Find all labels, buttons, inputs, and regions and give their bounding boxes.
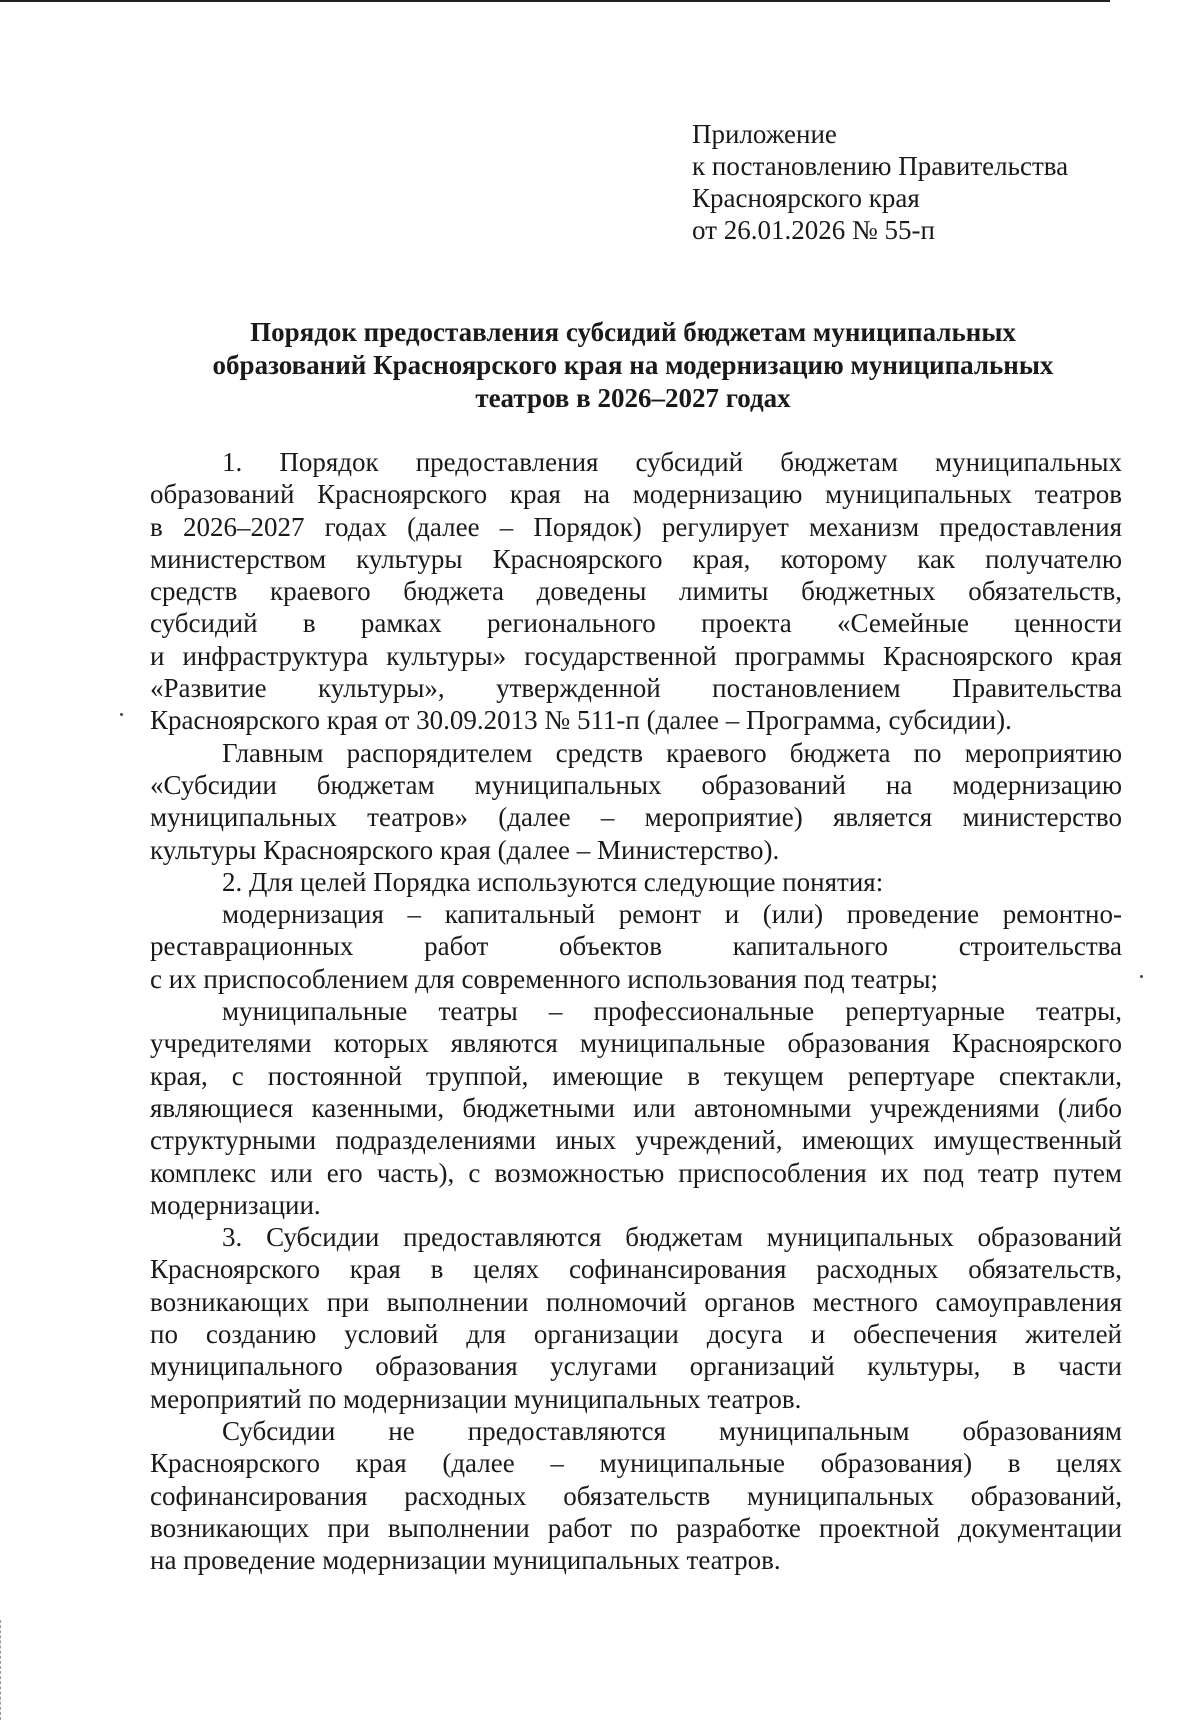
paragraph-line: муниципальных театров» (далее – мероприятие) является министерство	[150, 802, 1122, 833]
paragraph-line: 3. Субсидии предоставляются бюджетам муниципальных образований	[222, 1222, 1122, 1253]
document-body	[150, 446, 1122, 1576]
paragraph-line: модернизации.	[150, 1189, 321, 1220]
paragraph-line: модернизация – капитальный ремонт и (или) проведение ремонтно-	[222, 899, 1122, 930]
appendix-line: Приложение	[692, 119, 837, 149]
paragraph-line: с их приспособлением для современного использования под театры;	[150, 963, 938, 994]
paragraph-line: культуры Красноярского края (далее – Министерство).	[150, 834, 780, 865]
paragraph-line: Субсидии не предоставляются муниципальным образованиям	[222, 1415, 1122, 1446]
paragraph-line: муниципальные театры – профессиональные репертуарные театры,	[222, 996, 1122, 1027]
appendix-line: к постановлению Правительства	[692, 151, 1069, 181]
paragraph-line: Главным распорядителем средств краевого бюджета по мероприятию	[222, 737, 1122, 768]
paragraph	[150, 446, 1122, 737]
paragraph-line: края, с постоянной труппой, имеющие в текущем репертуаре спектакли,	[150, 1060, 1122, 1091]
paragraph-line: 1. Порядок предоставления субсидий бюджетам муниципальных	[222, 447, 1122, 477]
paragraph-line: комплекс или его часть), с возможностью приспособления их под театр путем	[150, 1157, 1122, 1188]
paragraph-line: возникающих при выполнении работ по разработке проектной документации	[150, 1512, 1122, 1543]
paragraph-line: Красноярского края в целях софинансирования расходных обязательств,	[150, 1254, 1122, 1285]
scan-edge-marks	[0, 1620, 3, 1720]
paragraph	[150, 737, 1122, 866]
appendix-block	[692, 118, 1068, 246]
paragraph-line: мероприятий по модернизации муниципальных театров.	[150, 1383, 802, 1414]
paragraph	[150, 995, 1122, 1221]
title-line: образований Красноярского края на модернизацию муниципальных	[212, 350, 1054, 380]
document-title	[150, 316, 1116, 415]
paragraph-line: средств краевого бюджета доведены лимиты бюджетных обязательств,	[150, 576, 1122, 607]
paragraph-line: «Субсидии бюджетам муниципальных образований на модернизацию	[150, 769, 1122, 800]
paragraph-line: Красноярского края от 30.09.2013 № 511-п (далее – Программа, субсидии).	[150, 705, 1012, 736]
appendix-line: Красноярского края	[692, 183, 920, 213]
paragraph-line: на проведение модернизации муниципальных театров.	[150, 1545, 781, 1576]
scan-speck	[120, 713, 123, 716]
paragraph-line: министерством культуры Красноярского края, которому как получателю	[150, 543, 1122, 574]
paragraph-line: и инфраструктура культуры» государственной программы Красноярского края	[150, 640, 1122, 671]
paragraph-line: по созданию условий для организации досуга и обеспечения жителей	[150, 1319, 1122, 1350]
paragraph-line: «Развитие культуры», утвержденной постановлением Правительства	[150, 673, 1122, 704]
title-line: Порядок предоставления субсидий бюджетам муниципальных	[250, 317, 1016, 347]
paragraph-line: муниципального образования услугами организаций культуры, в части	[150, 1351, 1122, 1382]
paragraph-line: субсидий в рамках регионального проекта «Семейные ценности	[150, 608, 1122, 639]
paragraph-line: реставрационных работ объектов капитального строительства	[150, 931, 1122, 962]
paragraph-line: являющиеся казенными, бюджетными или автономными учреждениями (либо	[150, 1092, 1122, 1123]
scan-top-border	[0, 0, 1110, 2]
title-line: театров в 2026–2027 годах	[475, 383, 791, 413]
paragraph	[150, 866, 1122, 898]
appendix-date-number: от 26.01.2026 № 55-п	[692, 215, 935, 245]
paragraph-line: 2. Для целей Порядка используются следующие понятия:	[222, 866, 884, 897]
scan-speck	[1140, 975, 1143, 978]
paragraph-line: структурными подразделениями иных учреждений, имеющих имущественный	[150, 1125, 1122, 1156]
paragraph	[150, 898, 1122, 995]
paragraph-line: Красноярского края (далее – муниципальные образования) в целях	[150, 1448, 1122, 1479]
paragraph-line: софинансирования расходных обязательств муниципальных образований,	[150, 1480, 1122, 1511]
paragraph-line: образований Красноярского края на модернизацию муниципальных театров	[150, 479, 1122, 510]
paragraph-line: учредителями которых являются муниципальные образования Красноярского	[150, 1028, 1122, 1059]
paragraph	[150, 1415, 1122, 1576]
paragraph	[150, 1221, 1122, 1415]
paragraph-line: возникающих при выполнении полномочий органов местного самоуправления	[150, 1286, 1122, 1317]
paragraph-line: в 2026–2027 годах (далее – Порядок) регулирует механизм предоставления	[150, 511, 1122, 542]
